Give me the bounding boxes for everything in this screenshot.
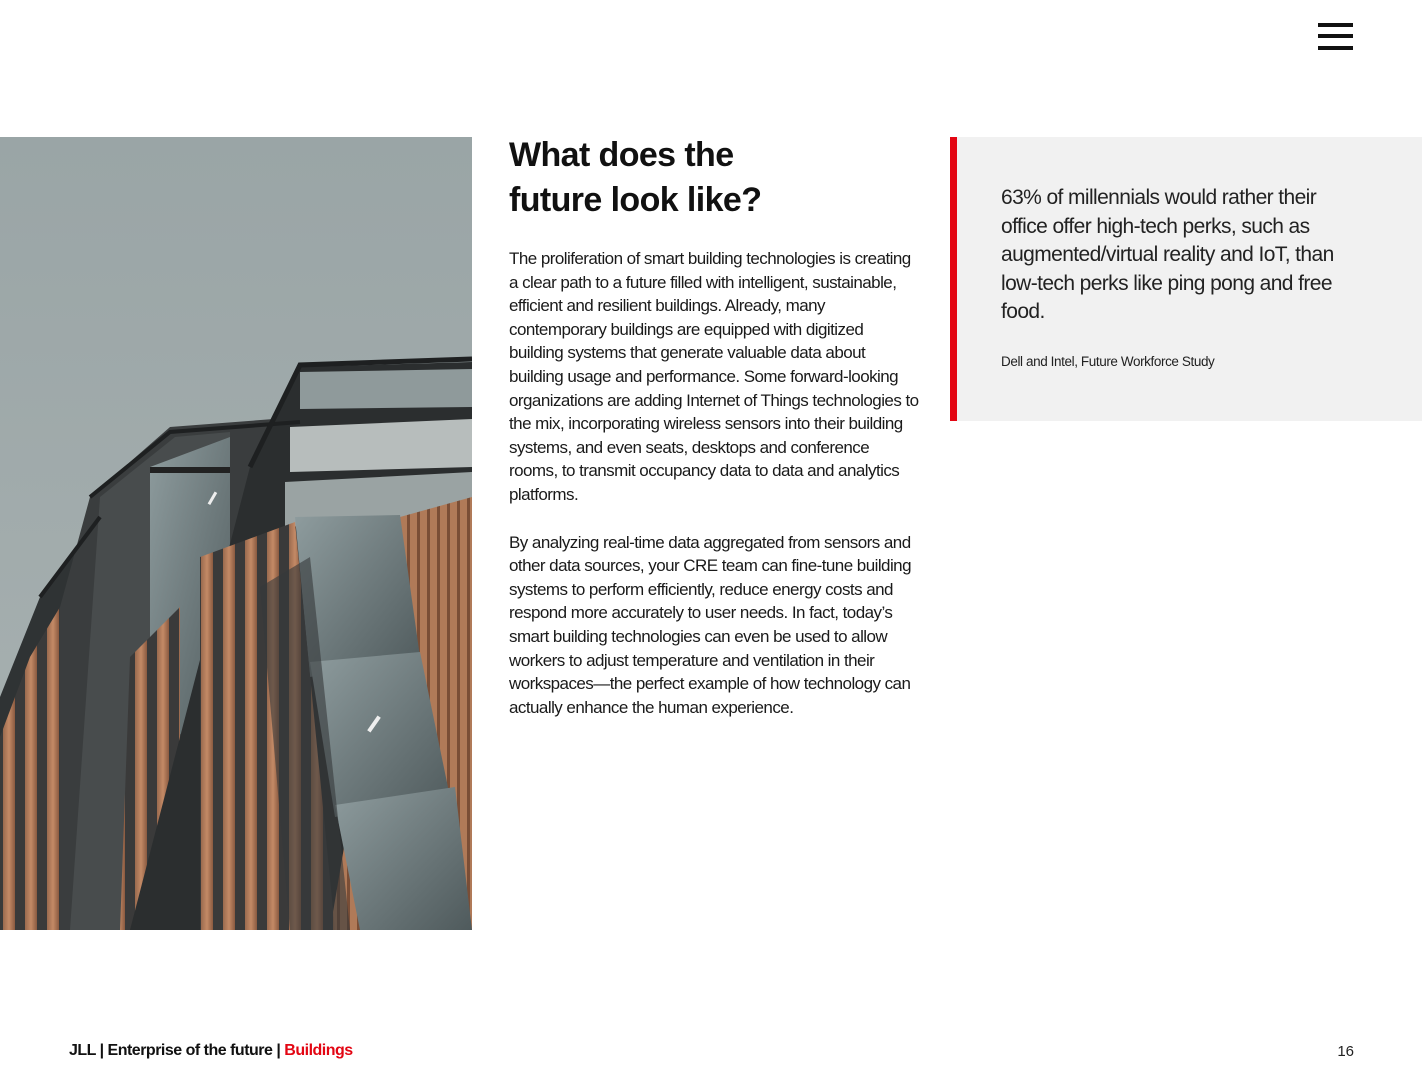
article-column — [509, 133, 919, 719]
building-facade-photo — [0, 137, 472, 930]
statistic-callout — [950, 137, 1422, 421]
menu-bar-bottom — [1318, 46, 1353, 50]
footer-breadcrumb — [69, 1042, 353, 1060]
menu-bar-top — [1318, 23, 1353, 27]
footer-section: Buildings — [284, 1042, 353, 1059]
article-paragraph-2: By analyzing real-time data aggregated from sensors and other data sources, your CRE team can fine-tune building systems to perform efficiently, reduce energy costs and respond more accurately to user needs. In fact, today’s smart building technologies can even be used to allow workers to adjust temperature and ventilation in their workspaces—the perfect example of how technology can actually enhance the human experience. — [509, 532, 911, 717]
menu-bar-middle — [1318, 34, 1353, 38]
hamburger-menu-icon[interactable] — [1316, 22, 1354, 52]
callout-quote: 63% of millennials would rather their office offer high-tech perks, such as augmented/virtual reality and IoT, than low-tech perks like ping pong and free food. — [1001, 186, 1334, 323]
footer-brand: JLL | Enterprise of the future | — [69, 1042, 285, 1059]
heading-line-1: What does the — [509, 136, 734, 174]
heading-line-2: future look like? — [509, 181, 762, 219]
callout-source: Dell and Intel, Future Workforce Study — [1001, 354, 1215, 369]
article-heading — [509, 133, 799, 223]
article-paragraph-1: The proliferation of smart building technologies is creating a clear path to a future filled with intelligent, sustainable, efficient and resilient buildings. Already, many contemporary buildings are equipped with digitized building systems that generate valuable data about building usage and performance. Some forward-looking organizations are adding Internet of Things technologies to the mix, incorporating wireless sensors into their building systems, and even seats, desktops and conference rooms, to transmit occupancy data to data and analytics platforms. — [509, 249, 919, 504]
page-number: 16 — [1337, 1043, 1354, 1060]
